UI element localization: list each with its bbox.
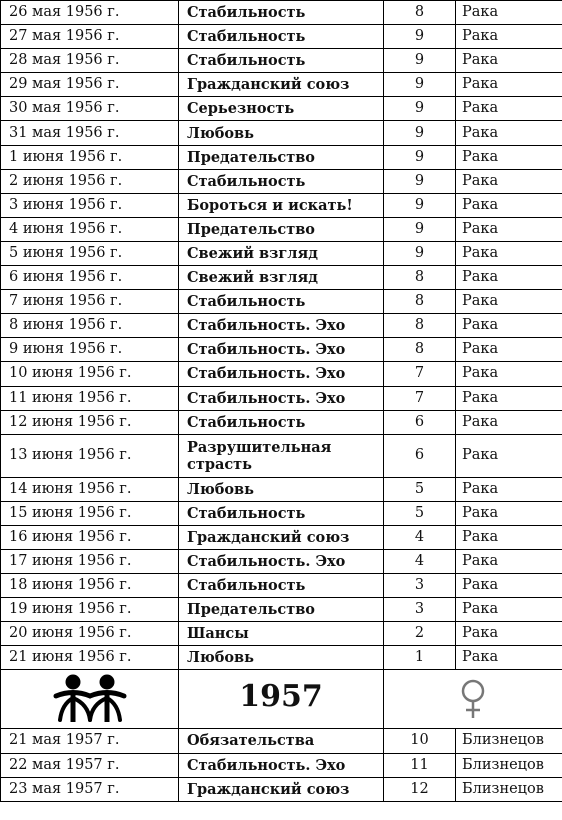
number-cell: 11: [384, 753, 456, 777]
date-cell: 8 июня 1956 г.: [1, 314, 179, 338]
number-cell: 9: [384, 121, 456, 145]
number-cell: 8: [384, 314, 456, 338]
sign-cell: Рака: [456, 646, 562, 670]
date-cell: 28 мая 1956 г.: [1, 49, 179, 73]
sign-cell: Близнецов: [456, 777, 562, 801]
date-cell: 14 июня 1956 г.: [1, 477, 179, 501]
name-cell: Стабильность. Эхо: [179, 549, 384, 573]
number-cell: 5: [384, 501, 456, 525]
sign-cell: Рака: [456, 290, 562, 314]
table-row: [1, 622, 562, 646]
sign-cell: Рака: [456, 410, 562, 434]
table-row: [1, 386, 562, 410]
table-row: [1, 477, 562, 501]
table-row: [1, 338, 562, 362]
sign-cell: Рака: [456, 501, 562, 525]
name-cell: Предательство: [179, 145, 384, 169]
table-row: [1, 410, 562, 434]
name-cell: Гражданский союз: [179, 73, 384, 97]
sign-cell: Рака: [456, 549, 562, 573]
sign-cell: Рака: [456, 193, 562, 217]
name-cell: Стабильность: [179, 501, 384, 525]
name-cell: Любовь: [179, 477, 384, 501]
number-cell: 9: [384, 241, 456, 265]
number-cell: 9: [384, 73, 456, 97]
table-row: [1, 290, 562, 314]
number-cell: 8: [384, 1, 456, 25]
sign-cell: Рака: [456, 386, 562, 410]
table-row: [1, 217, 562, 241]
sign-cell: Рака: [456, 266, 562, 290]
name-cell: Стабильность. Эхо: [179, 314, 384, 338]
date-cell: 27 мая 1956 г.: [1, 25, 179, 49]
number-cell: 12: [384, 777, 456, 801]
sign-cell: Близнецов: [456, 753, 562, 777]
table-row: [1, 729, 562, 753]
sign-cell: Рака: [456, 362, 562, 386]
date-cell: 7 июня 1956 г.: [1, 290, 179, 314]
name-cell: Стабильность: [179, 25, 384, 49]
venus-symbol-icon: [458, 678, 488, 720]
table-row: [1, 434, 562, 477]
date-cell: 13 июня 1956 г.: [1, 434, 179, 477]
rows-1956: [1, 1, 562, 670]
sign-cell: Близнецов: [456, 729, 562, 753]
number-cell: 6: [384, 434, 456, 477]
name-cell: Любовь: [179, 646, 384, 670]
number-cell: 8: [384, 338, 456, 362]
date-cell: 1 июня 1956 г.: [1, 145, 179, 169]
number-cell: 5: [384, 477, 456, 501]
date-cell: 19 июня 1956 г.: [1, 598, 179, 622]
number-cell: 7: [384, 386, 456, 410]
date-cell: 11 июня 1956 г.: [1, 386, 179, 410]
table-row: [1, 574, 562, 598]
table-row: [1, 525, 562, 549]
rows-1957: [1, 729, 562, 801]
date-cell: 18 июня 1956 г.: [1, 574, 179, 598]
name-cell: Стабильность. Эхо: [179, 386, 384, 410]
table-row: [1, 97, 562, 121]
date-cell: 5 июня 1956 г.: [1, 241, 179, 265]
table-row: [1, 73, 562, 97]
date-cell: 12 июня 1956 г.: [1, 410, 179, 434]
table-row: [1, 598, 562, 622]
table-row: [1, 266, 562, 290]
name-cell: Серьезность: [179, 97, 384, 121]
number-cell: 6: [384, 410, 456, 434]
number-cell: 9: [384, 25, 456, 49]
sign-cell: Рака: [456, 525, 562, 549]
table-row: [1, 121, 562, 145]
name-cell: Любовь: [179, 121, 384, 145]
name-cell: Гражданский союз: [179, 525, 384, 549]
date-cell: 21 мая 1957 г.: [1, 729, 179, 753]
table-row: [1, 753, 562, 777]
number-cell: 9: [384, 193, 456, 217]
sign-cell: Рака: [456, 49, 562, 73]
table-row: [1, 49, 562, 73]
name-cell: Стабильность: [179, 574, 384, 598]
date-cell: 31 мая 1956 г.: [1, 121, 179, 145]
sign-cell: Рака: [456, 25, 562, 49]
table-row: [1, 169, 562, 193]
sign-cell: Рака: [456, 241, 562, 265]
sign-cell: Рака: [456, 598, 562, 622]
name-cell: Предательство: [179, 217, 384, 241]
number-cell: 9: [384, 97, 456, 121]
table-row: [1, 501, 562, 525]
number-cell: 3: [384, 598, 456, 622]
sign-cell: Рака: [456, 574, 562, 598]
number-cell: 4: [384, 525, 456, 549]
number-cell: 8: [384, 290, 456, 314]
sign-cell: Рака: [456, 121, 562, 145]
name-cell: Свежий взгляд: [179, 241, 384, 265]
sign-cell: Рака: [456, 1, 562, 25]
number-cell: 1: [384, 646, 456, 670]
sign-cell: Рака: [456, 338, 562, 362]
name-cell: Стабильность: [179, 290, 384, 314]
name-cell: Стабильность. Эхо: [179, 753, 384, 777]
table-row: [1, 241, 562, 265]
number-cell: 8: [384, 266, 456, 290]
date-cell: 4 июня 1956 г.: [1, 217, 179, 241]
sign-cell: Рака: [456, 169, 562, 193]
name-cell: Разрушительная страсть: [179, 434, 384, 477]
sign-cell: Рака: [456, 314, 562, 338]
date-cell: 22 мая 1957 г.: [1, 753, 179, 777]
date-cell: 26 мая 1956 г.: [1, 1, 179, 25]
venus-symbol-cell: [384, 670, 562, 729]
name-cell: Бороться и искать!: [179, 193, 384, 217]
name-cell: Стабильность: [179, 410, 384, 434]
sign-cell: Рака: [456, 477, 562, 501]
sign-cell: Рака: [456, 622, 562, 646]
sign-cell: Рака: [456, 73, 562, 97]
name-cell: Гражданский союз: [179, 777, 384, 801]
date-cell: 21 июня 1956 г.: [1, 646, 179, 670]
sign-cell: Рака: [456, 97, 562, 121]
date-cell: 15 июня 1956 г.: [1, 501, 179, 525]
name-cell: Шансы: [179, 622, 384, 646]
date-cell: 23 мая 1957 г.: [1, 777, 179, 801]
name-cell: Стабильность. Эхо: [179, 338, 384, 362]
table-row: [1, 193, 562, 217]
number-cell: 9: [384, 169, 456, 193]
name-cell: Обязательства: [179, 729, 384, 753]
date-cell: 17 июня 1956 г.: [1, 549, 179, 573]
date-cell: 6 июня 1956 г.: [1, 266, 179, 290]
date-cell: 16 июня 1956 г.: [1, 525, 179, 549]
number-cell: 9: [384, 145, 456, 169]
number-cell: 7: [384, 362, 456, 386]
name-cell: Свежий взгляд: [179, 266, 384, 290]
number-cell: 9: [384, 49, 456, 73]
year-cell: [179, 670, 384, 729]
number-cell: 9: [384, 217, 456, 241]
table-row: [1, 1, 562, 25]
date-cell: 9 июня 1956 г.: [1, 338, 179, 362]
sign-cell: Рака: [456, 217, 562, 241]
table-row: [1, 314, 562, 338]
date-cell: 30 мая 1956 г.: [1, 97, 179, 121]
number-cell: 3: [384, 574, 456, 598]
year-header-row: [1, 670, 562, 729]
table-row: [1, 777, 562, 801]
table-row: [1, 25, 562, 49]
date-cell: 3 июня 1956 г.: [1, 193, 179, 217]
sign-cell: Рака: [456, 145, 562, 169]
table-row: [1, 646, 562, 670]
year-header-section: [1, 670, 562, 729]
date-cell: 2 июня 1956 г.: [1, 169, 179, 193]
number-cell: 4: [384, 549, 456, 573]
name-cell: Стабильность: [179, 169, 384, 193]
date-cell: 20 июня 1956 г.: [1, 622, 179, 646]
twin-figures-icon: [48, 674, 132, 724]
sign-cell: Рака: [456, 434, 562, 477]
name-cell: Стабильность. Эхо: [179, 362, 384, 386]
name-cell: Стабильность: [179, 1, 384, 25]
number-cell: 2: [384, 622, 456, 646]
date-cell: 29 мая 1956 г.: [1, 73, 179, 97]
number-cell: 10: [384, 729, 456, 753]
twin-figures-cell: [1, 670, 179, 729]
year-label: 1957: [239, 678, 323, 714]
date-cell: 10 июня 1956 г.: [1, 362, 179, 386]
table-row: [1, 145, 562, 169]
table-row: [1, 362, 562, 386]
name-cell: Стабильность: [179, 49, 384, 73]
name-cell: Предательство: [179, 598, 384, 622]
table-row: [1, 549, 562, 573]
